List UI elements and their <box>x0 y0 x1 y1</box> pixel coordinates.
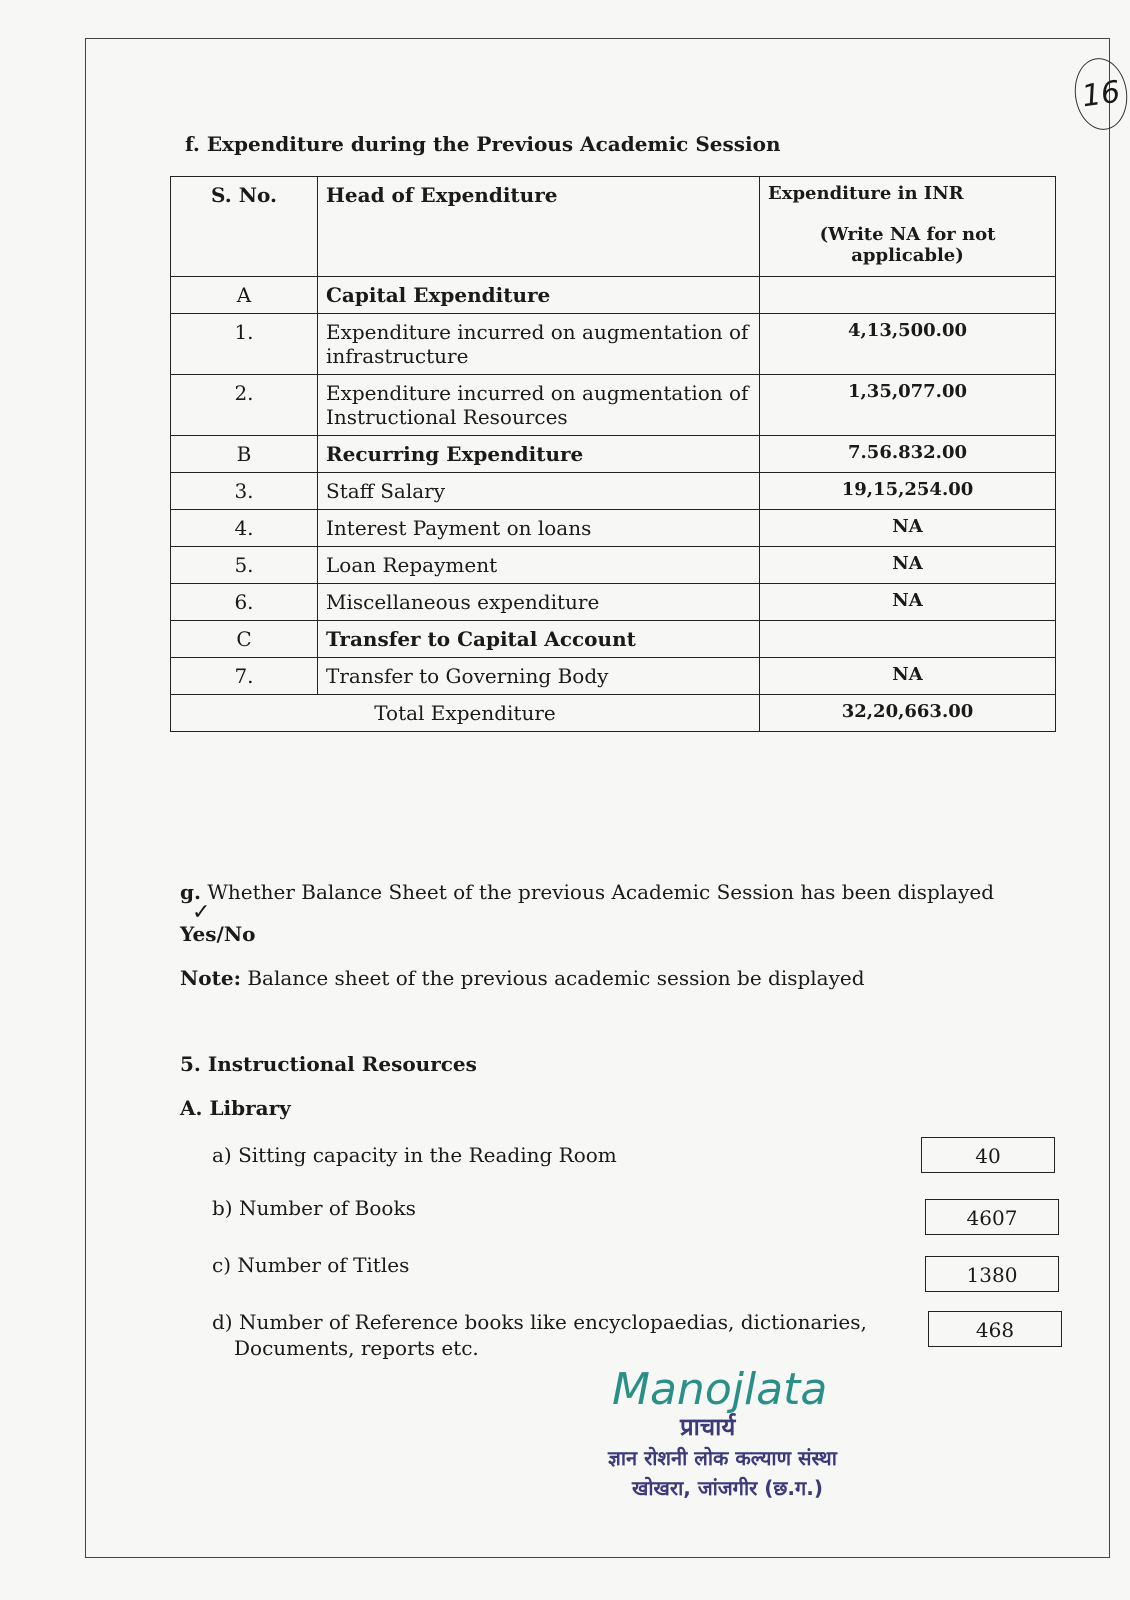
library-item-label-cont: Documents, reports etc. <box>234 1336 479 1360</box>
row-head: Transfer to Capital Account <box>318 621 760 658</box>
page-number: 16 <box>1070 55 1130 134</box>
row-head: Staff Salary <box>318 473 760 510</box>
library-item-value: 40 <box>921 1137 1055 1173</box>
library-item-value: 468 <box>928 1311 1062 1347</box>
stamp-organisation: ज्ञान रोशनी लोक कल्याण संस्था <box>608 1446 837 1470</box>
total-label: Total Expenditure <box>171 695 760 732</box>
row-head: Interest Payment on loans <box>318 510 760 547</box>
stamp-location: खोखरा, जांजगीर (छ.ग.) <box>632 1476 824 1500</box>
row-head: Loan Repayment <box>318 547 760 584</box>
section-g-question <box>180 880 994 904</box>
row-amount: 19,15,254.00 <box>760 473 1056 510</box>
header-amount-label: Expenditure in INR <box>768 183 964 204</box>
stamp-title: प्राचार्य <box>680 1413 736 1441</box>
row-amount <box>760 621 1056 658</box>
row-sno: 5. <box>171 547 318 584</box>
library-item-label: c) Number of Titles <box>212 1253 410 1277</box>
header-sno: S. No. <box>171 177 318 277</box>
library-item-value: 4607 <box>925 1199 1059 1235</box>
table-row <box>171 584 1056 621</box>
section-f-title: f. Expenditure during the Previous Academic Session <box>185 132 781 156</box>
row-sno: C <box>171 621 318 658</box>
row-sno: 1. <box>171 314 318 375</box>
row-head: Capital Expenditure <box>318 277 760 314</box>
library-item-value: 1380 <box>925 1256 1059 1292</box>
library-item-label: a) Sitting capacity in the Reading Room <box>212 1143 617 1167</box>
library-item-label: d) Number of Reference books like encyclopaedias, dictionaries, <box>212 1310 867 1334</box>
handwritten-signature: Manojlata <box>612 1364 828 1415</box>
row-amount: NA <box>760 547 1056 584</box>
table-row <box>171 436 1056 473</box>
library-title: A. Library <box>180 1096 291 1120</box>
row-sno: A <box>171 277 318 314</box>
table-row <box>171 473 1056 510</box>
row-head: Expenditure incurred on augmentation of infrastructure <box>318 314 760 375</box>
note-text: Balance sheet of the previous academic session be displayed <box>247 966 865 990</box>
row-sno: 3. <box>171 473 318 510</box>
row-amount: NA <box>760 658 1056 695</box>
row-head: Expenditure incurred on augmentation of Instructional Resources <box>318 375 760 436</box>
table-row <box>171 621 1056 658</box>
table-row <box>171 375 1056 436</box>
row-sno: 7. <box>171 658 318 695</box>
table-row <box>171 547 1056 584</box>
section-5-title: 5. Instructional Resources <box>180 1052 477 1076</box>
section-g-question-text: Whether Balance Sheet of the previous Academic Session has been displayed <box>207 880 995 904</box>
table-row <box>171 314 1056 375</box>
section-g-note <box>180 966 865 990</box>
table-row <box>171 277 1056 314</box>
yes-no-options: Yes/No <box>180 922 256 946</box>
row-head: Recurring Expenditure <box>318 436 760 473</box>
header-head: Head of Expenditure <box>318 177 760 277</box>
row-sno: 2. <box>171 375 318 436</box>
total-row <box>171 695 1056 732</box>
row-amount: NA <box>760 510 1056 547</box>
table-row <box>171 510 1056 547</box>
library-item-label: b) Number of Books <box>212 1196 416 1220</box>
note-label: Note: <box>180 966 241 990</box>
section-g-prefix: g. <box>180 880 201 904</box>
expenditure-table <box>170 176 1056 732</box>
row-amount: 4,13,500.00 <box>760 314 1056 375</box>
header-amount <box>760 177 1056 277</box>
table-row <box>171 658 1056 695</box>
row-head: Miscellaneous expenditure <box>318 584 760 621</box>
row-sno: B <box>171 436 318 473</box>
row-amount: 7.56.832.00 <box>760 436 1056 473</box>
row-amount: NA <box>760 584 1056 621</box>
header-amount-note: (Write NA for not applicable) <box>819 224 996 266</box>
table-header-row <box>171 177 1056 277</box>
check-mark-icon: ✓ <box>192 900 211 925</box>
row-sno: 6. <box>171 584 318 621</box>
row-sno: 4. <box>171 510 318 547</box>
row-amount <box>760 277 1056 314</box>
row-amount: 1,35,077.00 <box>760 375 1056 436</box>
total-amount: 32,20,663.00 <box>760 695 1056 732</box>
row-head: Transfer to Governing Body <box>318 658 760 695</box>
